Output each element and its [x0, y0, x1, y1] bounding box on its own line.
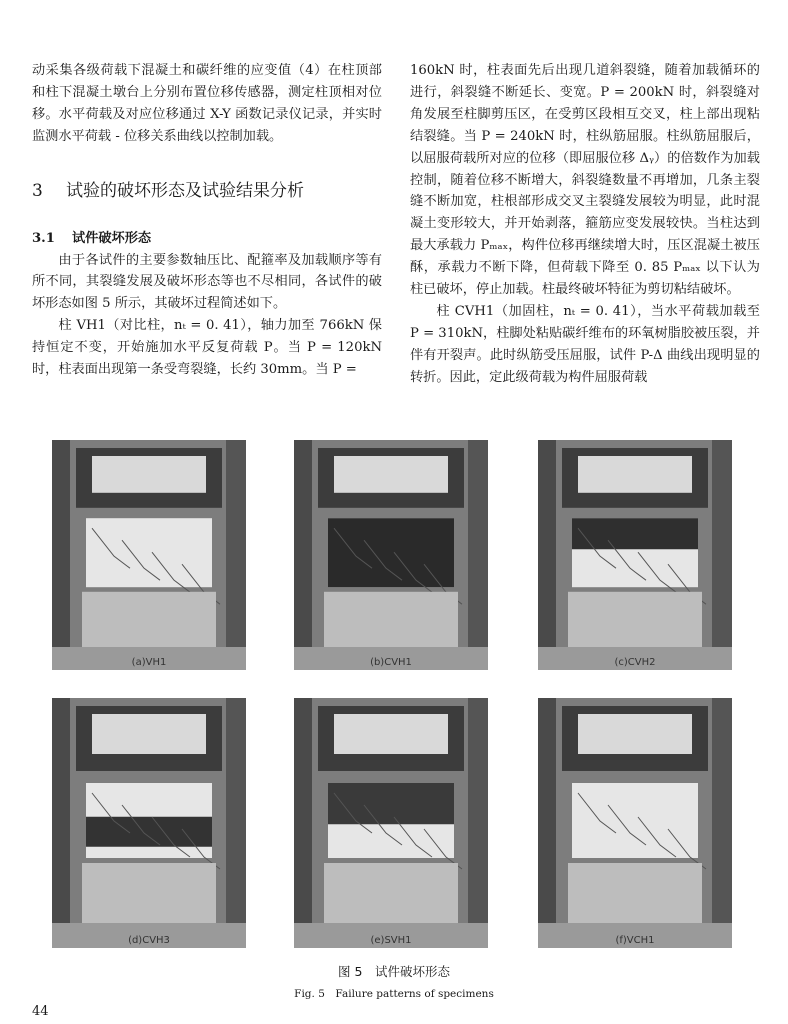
panel-label: (f)VCH1	[615, 935, 655, 946]
paragraph: 柱 VH1（对比柱，nₜ = 0. 41），轴力加至 766kN 保持恒定不变，开始施加水平反复荷载 P。当 P = 120kN 时，柱表面出现第一条受弯裂缝，长约 30mm。当 P =	[32, 318, 382, 378]
paragraph: 由于各试件的主要参数轴压比、配箍率及加载顺序等有所不同，其裂缝发展及破坏形态等也不尽相同，各试件的破坏形态如图 5 所示，其破坏过程简述如下。	[32, 252, 382, 312]
photo-panel	[52, 440, 246, 670]
panel-label: (d)CVH3	[128, 935, 170, 946]
specimen-photo	[538, 440, 732, 670]
paragraph: 160kN 时，柱表面先后出现几道斜裂缝，随着加载循环的进行，斜裂缝不断延长、变宽。P = 200kN 时，斜裂缝对角发展至柱脚剪压区，在受剪区段相互交叉，柱上部出现粘结裂缝。当 P = 240kN 时，柱纵筋屈服。柱纵筋屈服后，以屈服荷载所对应的位移（即屈服位移 Δᵧ）的倍数作为加载控制，随着位移不断增大，斜裂缝数量不再增加，几条主裂缝不断加宽，柱根部形成交叉主裂缝发展较为明显，此时混凝土变形较大，并开始剥落，箍筋应变发展较快。当柱达到最大承载力 Pₘₐₓ，构件位移再继续增大时，压区混凝土被压酥，承载力不断下降，但荷载下降至 0. 85 Pₘₐₓ 以下认为柱已破坏，停止加载。柱最终破坏特征为剪切粘结破坏。	[410, 63, 760, 298]
left-column	[32, 60, 382, 381]
panel-label: (c)CVH2	[614, 657, 656, 668]
specimen-photo	[538, 698, 732, 948]
paragraph: 动采集各级荷载下混凝土和碳纤维的应变值（4）在柱顶部和柱下混凝土墩台上分别布置位移传感器，测定柱顶相对位移。水平荷载及对应位移通过 X-Y 函数记录仪记录，并实时监测水平荷载 - 位移关系曲线以控制加载。	[32, 63, 382, 144]
section-title: 试验的破坏形态及试验结果分析	[66, 180, 304, 201]
photo-panel	[52, 698, 246, 948]
subsection-number: 3.1	[32, 230, 55, 246]
figure-5	[52, 440, 742, 948]
panel-label: (b)CVH1	[370, 657, 412, 668]
right-column	[410, 60, 760, 389]
panel-label: (e)SVH1	[370, 935, 412, 946]
specimen-photo	[294, 698, 488, 948]
section-heading	[32, 179, 382, 203]
section-number: 3	[32, 180, 43, 201]
specimen-photo	[294, 440, 488, 670]
photo-panel	[538, 440, 732, 670]
specimen-photo	[52, 698, 246, 948]
figure-caption-en: Fig. 5 Failure patterns of specimens	[294, 988, 494, 1000]
figure-caption-cn: 图 5 试件破坏形态	[338, 964, 450, 979]
photo-panel	[294, 698, 488, 948]
paragraph: 柱 CVH1（加固柱，nₜ = 0. 41），当水平荷载加载至 P = 310kN，柱脚处粘贴碳纤维布的环氧树脂胶被压裂，并伴有开裂声。此时纵筋受压屈服，试件 P-Δ 曲线出现明显的转折。因此，定此级荷载为构件屈服荷载	[410, 303, 760, 385]
subsection-title: 试件破坏形态	[72, 230, 152, 246]
photo-panel	[538, 698, 732, 948]
panel-label: (a)VH1	[131, 657, 167, 668]
specimen-photo	[52, 440, 246, 670]
page-number: 44	[32, 1004, 49, 1019]
photo-panel	[294, 440, 488, 670]
subsection-heading	[32, 228, 382, 250]
